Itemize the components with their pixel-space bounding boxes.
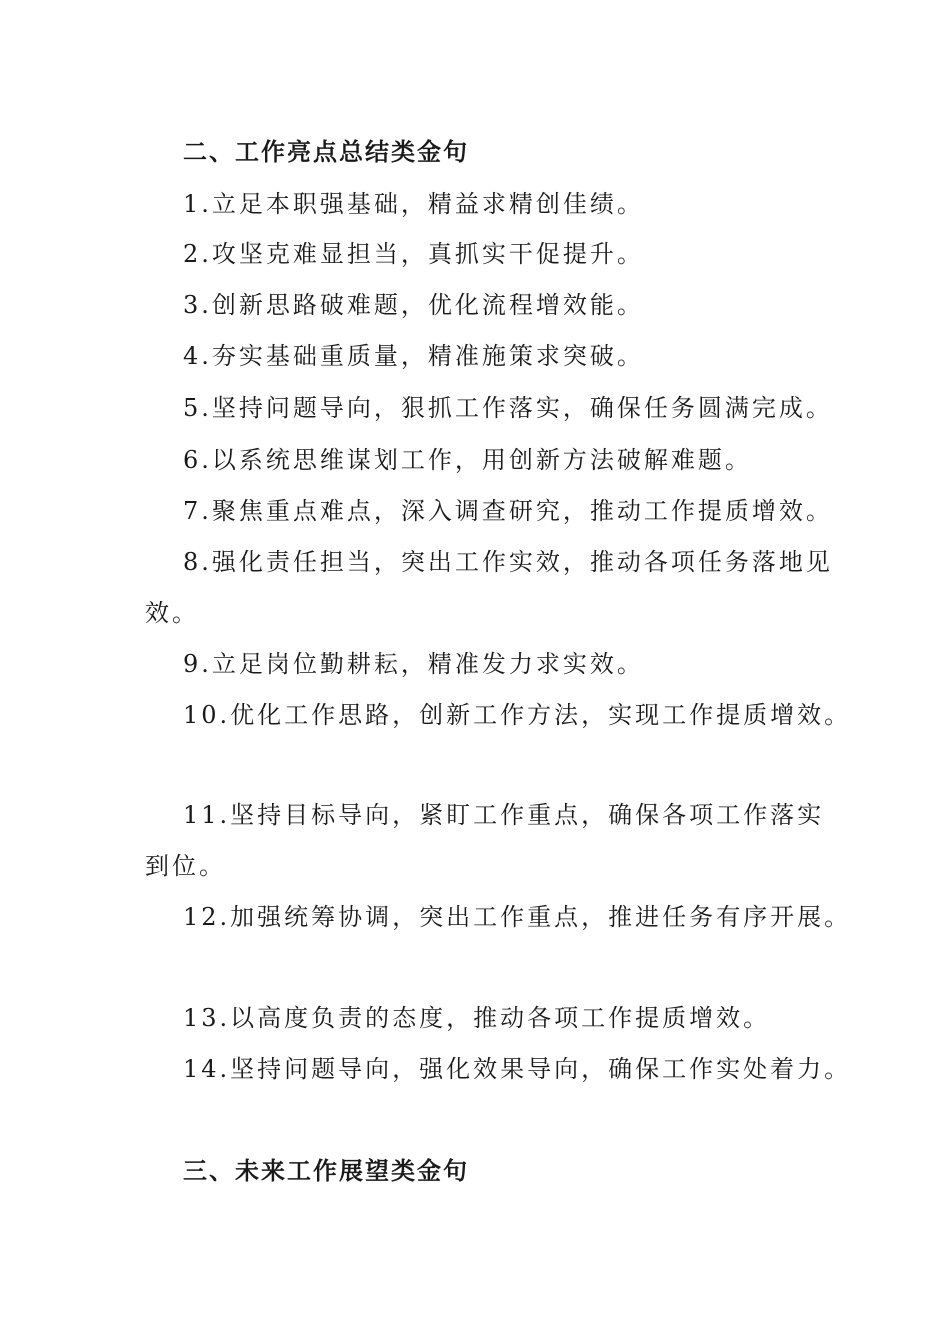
list-item: 10.优化工作思路，创新工作方法，实现工作提质增效。 [183, 701, 852, 729]
list-item: 12.加强统筹协调，突出工作重点，推进任务有序开展。 [183, 903, 852, 931]
list-item-continuation: 效。 [145, 599, 199, 627]
section-heading-3: 三、未来工作展望类金句 [183, 1157, 469, 1185]
list-item: 1.立足本职强基础，精益求精创佳绩。 [183, 190, 644, 218]
list-item: 3.创新思路破难题，优化流程增效能。 [183, 291, 644, 319]
list-item: 4.夯实基础重质量，精准施策求突破。 [183, 342, 644, 370]
list-item: 8.强化责任担当，突出工作实效，推动各项任务落地见 [183, 548, 833, 576]
list-item: 13.以高度负责的态度，推动各项工作提质增效。 [183, 1004, 771, 1032]
list-item: 7.聚焦重点难点，深入调查研究，推动工作提质增效。 [183, 497, 833, 525]
list-item: 6.以系统思维谋划工作，用创新方法破解难题。 [183, 446, 752, 474]
list-item-continuation: 到位。 [145, 852, 226, 880]
list-item: 9.立足岗位勤耕耘，精准发力求实效。 [183, 650, 644, 678]
list-item: 5.坚持问题导向，狠抓工作落实，确保任务圆满完成。 [183, 394, 833, 422]
section-heading-2: 二、工作亮点总结类金句 [183, 138, 469, 166]
list-item: 14.坚持问题导向，强化效果导向，确保工作实处着力。 [183, 1055, 852, 1083]
list-item: 2.攻坚克难显担当，真抓实干促提升。 [183, 240, 644, 268]
list-item: 11.坚持目标导向，紧盯工作重点，确保各项工作落实 [183, 801, 825, 829]
